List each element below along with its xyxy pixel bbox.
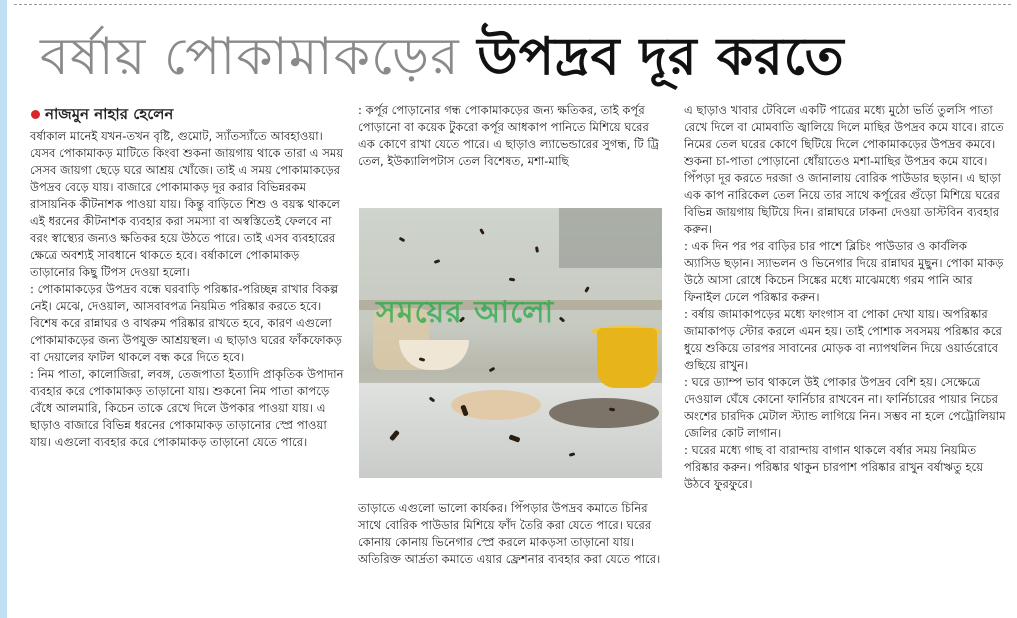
paragraph: : নিম পাতা, কালোজিরা, লবঙ্গ, তেজপাতা ইত্যাদি প্রাকৃতিক উপাদান ব্যবহার করে পোকামাকড় তাড়ানো যায়। শুকনো নিম পাতা কাপড়ে বেঁধে আলমারি, কিচেন তাকে রেখে দিলে উপকার পাওয়া যায়। এ ছাড়াও বাজারে বিভিন্ন ধরনের পোকামাকড় তাড়ানোর স্প্রে পাওয়া যায়। এগুলো ব্যবহার করে পোকামাকড় তাড়ানো যেতে পারে। [30, 367, 344, 449]
ant-icon [509, 278, 515, 282]
paragraph: এ ছাড়াও খাবার টেবিলে একটি পাত্রের মধ্যে মুঠো ভর্তি তুলসি পাতা রেখে দিলে বা মোমবাতি জ্বালিয়ে দিলে মাছির উপদ্রব কমে যাবে। রাতে নিমের তেল ঘরের কোণে ছিটিয়ে দিলে পোকামাকড়ের উপদ্রব কমবে। শুকনা চা-পাতা পোড়ানো ধোঁয়াতেও মশা-মাছির উপদ্রব কমে যাবে। পিঁপড়া দূর করতে দরজা ও জানালায় বোরিক পাউডার ছড়ান। এ ছাড়া এক কাপ নারিকেল তেল নিয়ে তার সাথে কর্পূরের গুঁড়ো মিশিয়ে ঘরের বিভিন্ন জায়গায় ছিটিয়ে দিন। রান্নাঘরে ঢাকনা দেওয়া ডাস্টবিন ব্যবহার করুন। [684, 103, 1004, 236]
page-edge-bar [0, 0, 7, 618]
headline-part-1: বর্ষায় পোকামাকড়ের [40, 27, 460, 87]
article-column-2-top [358, 102, 663, 202]
top-dashed-rule [14, 4, 1011, 5]
newspaper-watermark: সময়ের আলো [376, 295, 555, 330]
byline [31, 103, 173, 128]
article-column-3 [684, 102, 1006, 612]
article-column-1 [30, 128, 346, 608]
ant-icon [535, 246, 539, 252]
paragraph: : ঘরে ড্যাম্প ভাব থাকলে উই পোকার উপদ্রব বেশি হয়। সেক্ষেত্রে দেওয়াল ঘেঁষে কোনো ফার্নিচার রাখবেন না। ফার্নিচারের পায়ার নিচের অংশের চারদিক মেটাল স্ট্যান্ড লাগিয়ে নিন। সম্ভব না হলে পেট্রোলিয়াম জেলির কোট লাগান। [684, 375, 1006, 440]
article-column-2-bottom [358, 500, 663, 610]
headline [40, 18, 1010, 96]
byline-bullet-icon [31, 110, 40, 119]
photo-plate [549, 398, 659, 428]
paragraph: তাড়াতে এগুলো ভালো কার্যকর। পিঁপড়ার উপদ্রব কমাতে চিনির সাথে বোরিক পাউডার মিশিয়ে ফাঁদ তৈরি করা যেতে পারে। ঘরের কোনায় কোনায় ভিনেগার স্প্রে করলে মাকড়সা তাড়ানো যায়। অতিরিক্ত আর্দ্রতা কমাতে এয়ার ফ্রেশনার ব্যবহার করা যেতে পারে। [358, 501, 661, 566]
paragraph: : বর্ষায় জামাকাপড়ের মধ্যে ফাংগাস বা পোকা দেখা যায়। অপরিষ্কার জামাকাপড় স্টোর করলে এমন হয়। তাই পোশাক সবসময় পরিষ্কার করে ধুয়ে শুকিয়ে তারপর সাবানের মোড়ক বা ন্যাপথলিন দিয়ে ওয়ার্ডরোবে গুছিয়ে রাখুন। [684, 307, 1002, 372]
ant-icon [559, 316, 566, 322]
paragraph: : ঘরের মধ্যে গাছ বা বারান্দায় বাগান থাকলে বর্ষার সময় নিয়মিত পরিষ্কার করুন। পরিষ্কার থাকুন চারপাশ পরিষ্কার রাখুন বর্ষাঋতু হয়ে উঠবে ফুরফুরে। [684, 443, 984, 491]
paragraph: : কর্পূর পোড়ানোর গন্ধ পোকামাকড়ের জন্য ক্ষতিকর, তাই কর্পূর পোড়ানো বা কয়েক টুকরো কর্পূর আধকাপ পানিতে মিশিয়ে ঘরের এক কোণে রাখা যেতে পারে। এ ছাড়াও ল্যাভেন্ডারের সুগন্ধ, টি ট্রি তেল, ইউক্যালিপটাস তেল বিশেষত, মশা-মাছি [358, 103, 659, 168]
paragraph: : এক দিন পর পর বাড়ির চার পাশে ব্লিচিং পাউডার ও কার্বলিক অ্যাসিড ছড়ান। স্যাভলন ও ভিনেগার দিয়ে রান্নাঘর মুছুন। পোকা মাকড় উঠে আসা রোধে কিচেন সিঙ্কের মধ্যে মাঝেমধ্যে গরম পানি আর ফিনাইল ঢেলে পরিষ্কার করুন। [684, 239, 1004, 304]
photo-yellow-pot [597, 328, 657, 388]
ant-icon [489, 367, 496, 373]
article-photo-ants [359, 208, 662, 478]
photo-range-hood [559, 208, 662, 268]
headline-part-2: উপদ্রব দূর করতে [477, 27, 845, 87]
ant-icon [434, 259, 441, 264]
paragraph: : পোকামাকড়ের উপদ্রব বন্ধে ঘরবাড়ি পরিষ্কার-পরিচ্ছন্ন রাখার বিকল্প নেই। মেঝে, দেওয়াল, আসবাবপত্র নিয়মিত পরিষ্কার করতে হবে। বিশেষ করে রান্নাঘর ও বাথরুম পরিষ্কার রাখতে হবে, কারণ এগুলো পোকামাকড়ের জন্য উপযুক্ত আশ্রয়স্থল। এ ছাড়াও ঘরের ফাঁকফোকড় বা দেয়ালের ফাটল থাকলে বন্ধ করে দিতে হবে। [30, 282, 342, 364]
ant-icon [584, 286, 590, 293]
author-name: নাজমুন নাহার হেলেন [45, 105, 174, 123]
ant-icon [399, 237, 406, 243]
ant-icon [479, 228, 485, 235]
paragraph: বর্ষাকাল মানেই যখন-তখন বৃষ্টি, গুমোট, স্যাঁতস্যাঁতে আবহাওয়া। যেসব পোকামাকড় মাটিতে কিংবা শুকনা জায়গায় থাকে তারা এ সময় সেসব জায়গা ছেড়ে ঘরে আশ্রয় খোঁজে। তাই এ সময় পোকামাকড়ের উপদ্রব বেড়ে যায়। বাজারে পোকামাকড় দূর করার বিভিন্নরকম রাসায়নিক কীটনাশক পাওয়া যায়। কিন্তু বাড়িতে শিশু ও বয়স্ক থাকলে এই ধরনের কীটনাশক ব্যবহার করা সমস্যা বা অস্বস্তিতেই ফেলবে না বরং স্বাস্থ্যের জন্যও ক্ষতিকর হয়ে উঠতে পারে। তাই এসব ব্যবহারের ক্ষেত্রে অবশ্যই সাবধানে থাকতে হবে। বর্ষাকালে পোকামাকড় তাড়ানোর কিছু টিপস দেওয়া হলো। [30, 129, 344, 279]
